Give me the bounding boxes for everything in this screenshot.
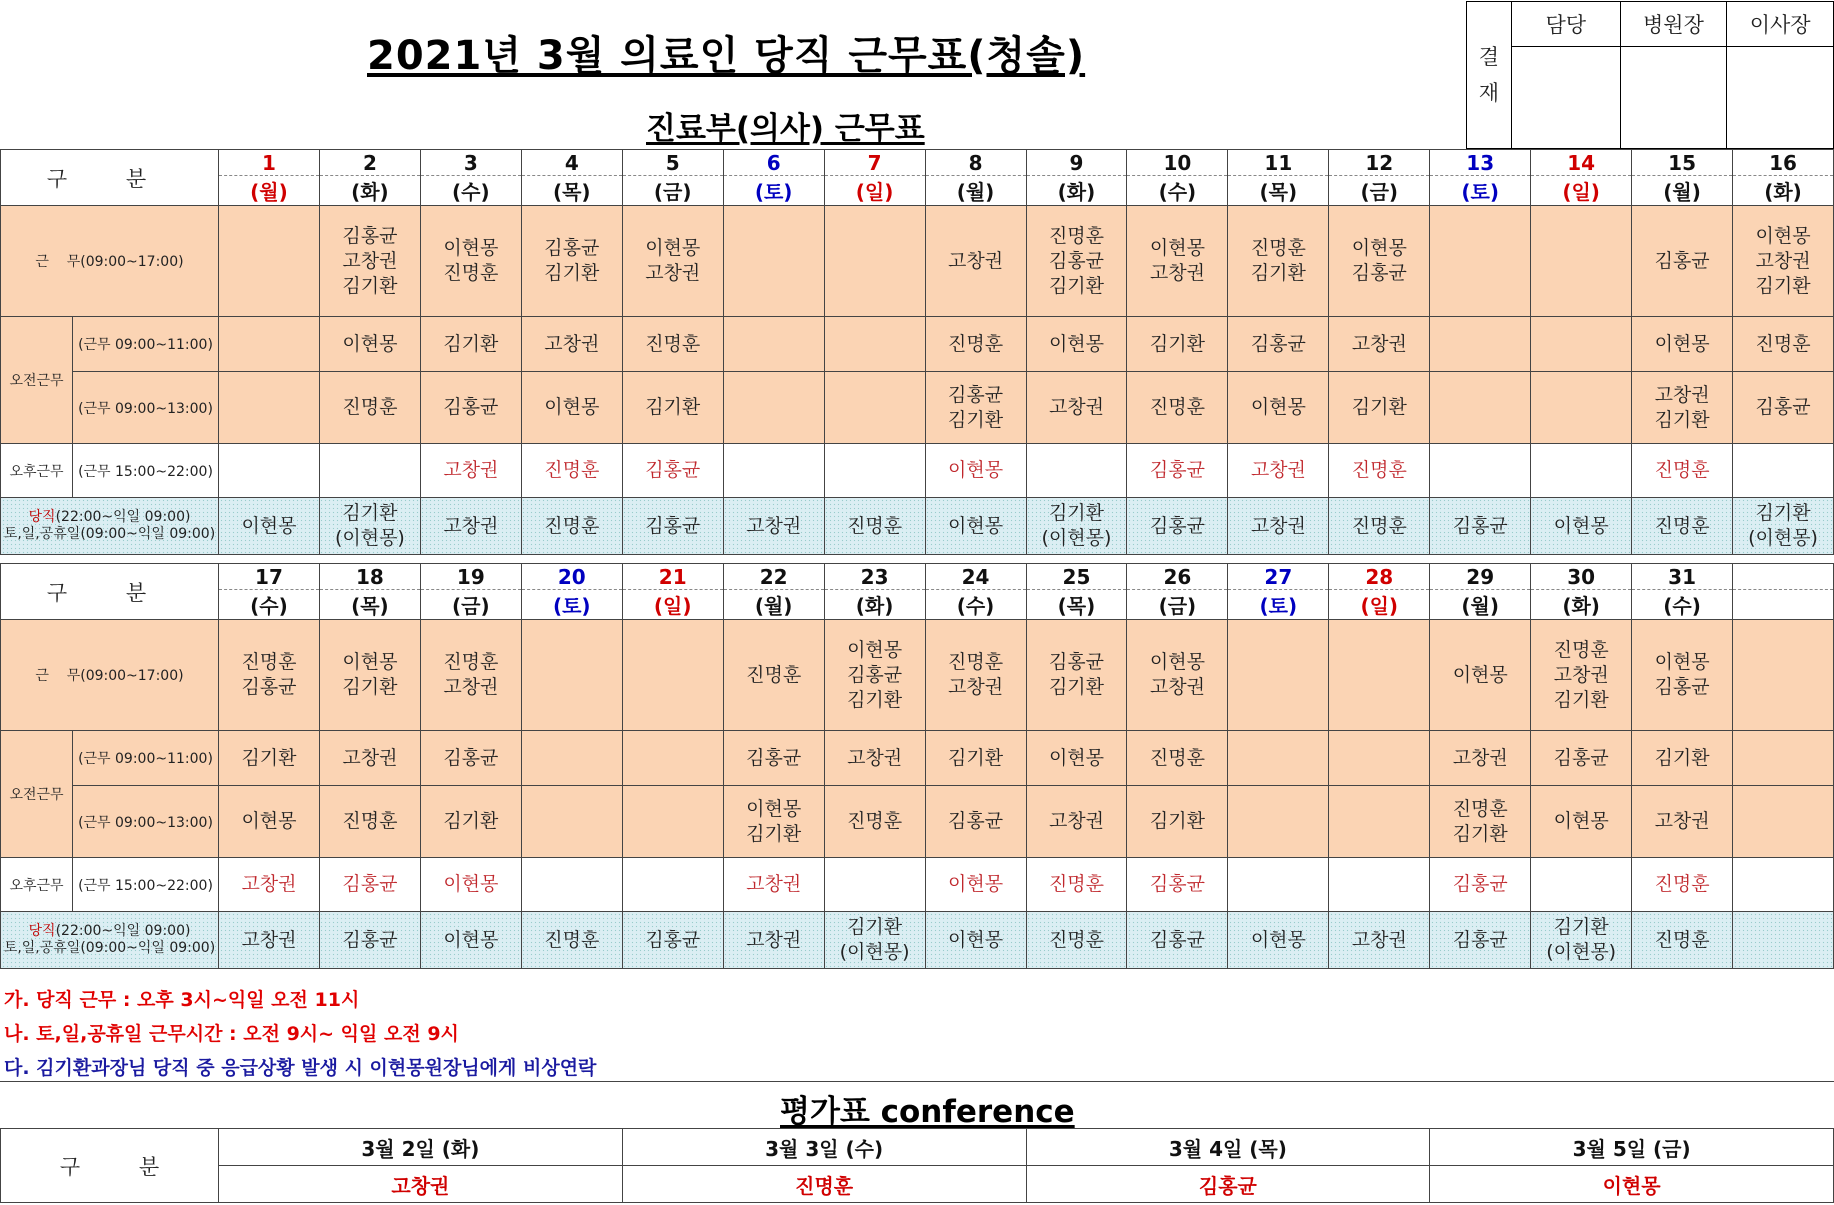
shift-cell-work (521, 620, 622, 731)
shift-cell-am2: 고창권 김기환 (1632, 372, 1733, 444)
approval-sign-chairman[interactable] (1727, 47, 1834, 149)
day-number: 2 (319, 150, 420, 176)
day-number: 24 (925, 564, 1026, 590)
shift-cell-work: 이현몽 (1430, 620, 1531, 731)
shift-cell-work: 이현몽 고창권 김기환 (1733, 206, 1834, 317)
shift-cell-duty: 김홍균 (622, 498, 723, 555)
shift-cell-am2 (521, 786, 622, 858)
shift-cell-am1: 고창권 (1329, 317, 1430, 372)
shift-cell-am1: 이현몽 (1026, 731, 1127, 786)
weekday: (화) (319, 176, 420, 206)
shift-cell-am1: 고창권 (319, 731, 420, 786)
shift-cell-am2: 이현몽 (1228, 372, 1329, 444)
shift-cell-work: 진명훈 고창권 (420, 620, 521, 731)
note-emergency-contact: 다. 김기환과장님 당직 중 응급상황 발생 시 이현몽원장님에게 비상연락 (4, 1057, 597, 1079)
day-number: 25 (1026, 564, 1127, 590)
shift-cell-duty: 이현몽 (925, 912, 1026, 969)
shift-cell-work: 이현몽 고창권 (1127, 206, 1228, 317)
shift-cell-duty: 이현몽 (925, 498, 1026, 555)
shift-cell-pm (1329, 858, 1430, 912)
shift-cell-am2: 이현몽 (1531, 786, 1632, 858)
shift-cell-duty: 고창권 (219, 912, 320, 969)
shift-cell-duty: 김홍균 (1430, 498, 1531, 555)
shift-cell-work (1531, 206, 1632, 317)
shift-cell-am1: 김기환 (219, 731, 320, 786)
shift-cell-duty: 김홍균 (1127, 498, 1228, 555)
weekday: (수) (420, 176, 521, 206)
shift-cell-pm: 진명훈 (521, 444, 622, 498)
day-number: 20 (521, 564, 622, 590)
note-weekend-hours: 나. 토,일,공휴일 근무시간 : 오전 9시~ 익일 오전 9시 (4, 1023, 459, 1045)
shift-cell-duty: 진명훈 (1632, 498, 1733, 555)
shift-cell-am2: 진명훈 (319, 372, 420, 444)
section-subtitle: 진료부(의사) 근무표 (646, 111, 925, 147)
weekday: (목) (319, 590, 420, 620)
day-number: 22 (723, 564, 824, 590)
shift-cell-am2 (723, 372, 824, 444)
shift-cell-pm (319, 444, 420, 498)
shift-cell-duty: 고창권 (1228, 498, 1329, 555)
shift-cell-am1: 이현몽 (1026, 317, 1127, 372)
shift-cell-pm: 이현몽 (420, 858, 521, 912)
shift-cell-pm: 진명훈 (1632, 444, 1733, 498)
weekday: (수) (925, 590, 1026, 620)
weekday: (토) (1228, 590, 1329, 620)
shift-cell-am2: 김홍균 (1733, 372, 1834, 444)
shift-cell-pm (1026, 444, 1127, 498)
day-number: 26 (1127, 564, 1228, 590)
day-number: 19 (420, 564, 521, 590)
day-number: 16 (1733, 150, 1834, 176)
shift-cell-work: 진명훈 (723, 620, 824, 731)
conference-table (0, 1128, 1834, 1203)
shift-cell-am2 (1228, 786, 1329, 858)
shift-cell-am2: 김홍균 (925, 786, 1026, 858)
shift-cell-duty: 김기환 (이현몽) (824, 912, 925, 969)
row-label-am1: (근무 09:00~11:00) (73, 731, 219, 786)
schedule-table-second-half (0, 563, 1834, 969)
shift-cell-am2 (622, 786, 723, 858)
shift-cell-pm: 고창권 (219, 858, 320, 912)
shift-cell-am1: 고창권 (824, 731, 925, 786)
duty-label-weekend: 토,일,공휴일(09:00~익일 09:00) (3, 526, 216, 542)
shift-cell-am2: 이현몽 김기환 (723, 786, 824, 858)
duty-label-title: 당직 (28, 509, 56, 525)
shift-cell-duty: 김홍균 (622, 912, 723, 969)
shift-cell-am1: 김기환 (420, 317, 521, 372)
shift-cell-work (1329, 620, 1430, 731)
shift-cell-am1: 김기환 (1632, 731, 1733, 786)
shift-cell-am2: 진명훈 (319, 786, 420, 858)
shift-cell-pm: 이현몽 (925, 444, 1026, 498)
weekday: (화) (824, 590, 925, 620)
conference-date: 3월 3일 (수) (622, 1129, 1026, 1166)
shift-cell-am2: 김홍균 김기환 (925, 372, 1026, 444)
shift-cell-duty: 고창권 (723, 912, 824, 969)
day-number: 29 (1430, 564, 1531, 590)
shift-cell-pm (521, 858, 622, 912)
shift-cell-duty: 김기환 (이현몽) (1531, 912, 1632, 969)
day-number: 11 (1228, 150, 1329, 176)
shift-cell-duty: 김기환 (이현몽) (1733, 498, 1834, 555)
shift-cell-duty: 김홍균 (1430, 912, 1531, 969)
day-number: 1 (219, 150, 320, 176)
row-label-duty (1, 498, 219, 555)
approval-side-label: 결 재 (1467, 2, 1512, 149)
duty-label-title: 당직 (28, 923, 56, 939)
shift-cell-am2 (1733, 786, 1834, 858)
approval-header-manager: 담당 (1511, 2, 1620, 47)
shift-cell-am1: 진명훈 (1733, 317, 1834, 372)
shift-cell-am1: 김기환 (1127, 317, 1228, 372)
shift-cell-duty: 이현몽 (1531, 498, 1632, 555)
shift-cell-pm (1531, 444, 1632, 498)
weekday: (토) (1430, 176, 1531, 206)
day-number: 21 (622, 564, 723, 590)
weekday: (수) (219, 590, 320, 620)
day-number: 23 (824, 564, 925, 590)
shift-cell-work: 이현몽 김홍균 (1632, 620, 1733, 731)
weekday: (수) (1127, 176, 1228, 206)
conference-gubun: 구 분 (1, 1129, 219, 1203)
shift-cell-am1 (1733, 731, 1834, 786)
shift-cell-duty: 진명훈 (1329, 498, 1430, 555)
shift-cell-work: 이현몽 진명훈 (420, 206, 521, 317)
row-label-work: 근 무(09:00~17:00) (1, 620, 219, 731)
shift-cell-am1: 고창권 (521, 317, 622, 372)
shift-cell-pm (1228, 858, 1329, 912)
shift-cell-pm: 진명훈 (1026, 858, 1127, 912)
shift-cell-pm: 고창권 (723, 858, 824, 912)
shift-cell-duty: 이현몽 (1228, 912, 1329, 969)
approval-box (1466, 1, 1834, 149)
shift-cell-work: 이현몽 고창권 (1127, 620, 1228, 731)
shift-cell-am2: 이현몽 (521, 372, 622, 444)
day-number: 10 (1127, 150, 1228, 176)
day-number: 8 (925, 150, 1026, 176)
shift-cell-am1: 김기환 (925, 731, 1026, 786)
shift-cell-work (1228, 620, 1329, 731)
shift-cell-work: 김홍균 고창권 김기환 (319, 206, 420, 317)
weekday: (금) (1127, 590, 1228, 620)
shift-cell-pm (219, 444, 320, 498)
shift-cell-pm: 고창권 (420, 444, 521, 498)
shift-cell-work (1733, 620, 1834, 731)
shift-cell-am1 (824, 317, 925, 372)
shift-cell-am2: 진명훈 (1127, 372, 1228, 444)
weekday: (금) (1329, 176, 1430, 206)
shift-cell-am2: 김기환 (622, 372, 723, 444)
shift-cell-duty: 이현몽 (420, 912, 521, 969)
conference-presenter: 진명훈 (622, 1166, 1026, 1203)
row-label-am: 오전근무 (1, 317, 73, 444)
shift-cell-duty: 진명훈 (824, 498, 925, 555)
shift-cell-duty: 이현몽 (219, 498, 320, 555)
conference-date: 3월 5일 (금) (1430, 1129, 1834, 1166)
day-number: 13 (1430, 150, 1531, 176)
shift-cell-pm: 진명훈 (1329, 444, 1430, 498)
shift-cell-am1: 고창권 (1430, 731, 1531, 786)
weekday: (목) (1228, 176, 1329, 206)
shift-cell-am1 (521, 731, 622, 786)
conference-title: 평가표 conference (780, 1094, 1075, 1130)
shift-cell-work: 진명훈 김홍균 (219, 620, 320, 731)
shift-cell-work (1430, 206, 1531, 317)
shift-cell-pm: 김홍균 (319, 858, 420, 912)
shift-cell-pm: 김홍균 (1430, 858, 1531, 912)
day-number: 3 (420, 150, 521, 176)
shift-cell-work (622, 620, 723, 731)
shift-cell-duty: 김홍균 (319, 912, 420, 969)
shift-cell-pm (824, 444, 925, 498)
shift-cell-work: 김홍균 (1632, 206, 1733, 317)
shift-cell-work: 김홍균 김기환 (521, 206, 622, 317)
shift-cell-am2: 고창권 (1026, 786, 1127, 858)
row-label-work: 근 무(09:00~17:00) (1, 206, 219, 317)
shift-cell-am2: 진명훈 (824, 786, 925, 858)
weekday: (월) (219, 176, 320, 206)
shift-cell-duty: 진명훈 (1026, 912, 1127, 969)
shift-cell-pm: 이현몽 (925, 858, 1026, 912)
shift-cell-am1 (1329, 731, 1430, 786)
shift-cell-am2 (1430, 372, 1531, 444)
shift-cell-am1: 김홍균 (723, 731, 824, 786)
shift-cell-am2 (219, 372, 320, 444)
row-label-duty (1, 912, 219, 969)
shift-cell-pm: 김홍균 (1127, 444, 1228, 498)
shift-cell-work: 진명훈 김기환 (1228, 206, 1329, 317)
day-number: 12 (1329, 150, 1430, 176)
shift-cell-duty: 진명훈 (521, 912, 622, 969)
shift-cell-work: 이현몽 김기환 (319, 620, 420, 731)
divider (0, 1081, 1834, 1082)
shift-cell-pm (622, 858, 723, 912)
weekday: (일) (622, 590, 723, 620)
weekday: (금) (420, 590, 521, 620)
row-label-am2: (근무 09:00~13:00) (73, 786, 219, 858)
shift-cell-pm: 고창권 (1228, 444, 1329, 498)
shift-cell-pm: 진명훈 (1632, 858, 1733, 912)
weekday: (화) (1026, 176, 1127, 206)
weekday: (화) (1531, 590, 1632, 620)
weekday: (월) (723, 590, 824, 620)
shift-cell-am1: 이현몽 (319, 317, 420, 372)
day-number: 30 (1531, 564, 1632, 590)
shift-cell-am2: 이현몽 (219, 786, 320, 858)
shift-cell-am1 (1430, 317, 1531, 372)
shift-cell-am1: 김홍균 (420, 731, 521, 786)
duty-label-weekend: 토,일,공휴일(09:00~익일 09:00) (3, 940, 216, 956)
shift-cell-am1: 진명훈 (1127, 731, 1228, 786)
shift-cell-duty: 진명훈 (521, 498, 622, 555)
weekday: (토) (521, 590, 622, 620)
weekday: (화) (1733, 176, 1834, 206)
shift-cell-work: 이현몽 김홍균 (1329, 206, 1430, 317)
day-number: 9 (1026, 150, 1127, 176)
conference-presenter: 이현몽 (1430, 1166, 1834, 1203)
shift-cell-am1: 진명훈 (622, 317, 723, 372)
shift-cell-pm (1531, 858, 1632, 912)
shift-cell-work (219, 206, 320, 317)
weekday: (일) (1531, 176, 1632, 206)
row-label-am1: (근무 09:00~11:00) (73, 317, 219, 372)
shift-cell-work: 진명훈 김홍균 김기환 (1026, 206, 1127, 317)
gubun-label: 구 분 (1, 564, 219, 620)
day-number: 7 (824, 150, 925, 176)
weekday: (월) (925, 176, 1026, 206)
shift-cell-duty: 고창권 (723, 498, 824, 555)
shift-cell-am2: 김기환 (1329, 372, 1430, 444)
shift-cell-pm: 김홍균 (622, 444, 723, 498)
shift-cell-am2: 고창권 (1632, 786, 1733, 858)
duty-label-hours: (22:00~익일 09:00) (55, 923, 191, 939)
row-label-pm: 오후근무 (1, 858, 73, 912)
row-label-pm1: (근무 15:00~22:00) (73, 444, 219, 498)
day-number: 6 (723, 150, 824, 176)
shift-cell-am2 (1329, 786, 1430, 858)
shift-cell-am2 (824, 372, 925, 444)
approval-sign-manager[interactable] (1511, 47, 1620, 149)
day-number: 4 (521, 150, 622, 176)
shift-cell-am1 (1228, 731, 1329, 786)
day-number (1733, 564, 1834, 590)
day-number: 5 (622, 150, 723, 176)
shift-cell-am1: 진명훈 (925, 317, 1026, 372)
weekday: (수) (1632, 590, 1733, 620)
shift-cell-pm (1733, 858, 1834, 912)
shift-cell-work: 김홍균 김기환 (1026, 620, 1127, 731)
shift-cell-am2: 김홍균 (420, 372, 521, 444)
approval-sign-director[interactable] (1620, 47, 1727, 149)
weekday: (일) (1329, 590, 1430, 620)
shift-cell-duty: 김기환 (이현몽) (319, 498, 420, 555)
shift-cell-duty: 고창권 (1329, 912, 1430, 969)
shift-cell-pm (1430, 444, 1531, 498)
conference-date: 3월 2일 (화) (219, 1129, 623, 1166)
shift-cell-work: 진명훈 고창권 (925, 620, 1026, 731)
shift-cell-am1 (723, 317, 824, 372)
shift-cell-am1 (622, 731, 723, 786)
day-number: 27 (1228, 564, 1329, 590)
day-number: 17 (219, 564, 320, 590)
shift-cell-pm (723, 444, 824, 498)
shift-cell-work: 이현몽 김홍균 김기환 (824, 620, 925, 731)
schedule-table-first-half (0, 149, 1834, 555)
row-label-am: 오전근무 (1, 731, 73, 858)
shift-cell-pm (1733, 444, 1834, 498)
day-number: 14 (1531, 150, 1632, 176)
conference-presenter: 고창권 (219, 1166, 623, 1203)
weekday: (목) (521, 176, 622, 206)
day-number: 31 (1632, 564, 1733, 590)
day-number: 28 (1329, 564, 1430, 590)
row-label-pm1: (근무 15:00~22:00) (73, 858, 219, 912)
shift-cell-work: 이현몽 고창권 (622, 206, 723, 317)
shift-cell-am1: 이현몽 (1632, 317, 1733, 372)
shift-cell-pm (824, 858, 925, 912)
conference-presenter: 김홍균 (1026, 1166, 1430, 1203)
shift-cell-work: 진명훈 고창권 김기환 (1531, 620, 1632, 731)
page-title: 2021년 3월 의료인 당직 근무표(청솔) (367, 33, 1086, 79)
shift-cell-am2: 고창권 (1026, 372, 1127, 444)
weekday: (목) (1026, 590, 1127, 620)
weekday: (월) (1632, 176, 1733, 206)
shift-cell-pm: 김홍균 (1127, 858, 1228, 912)
row-label-pm: 오후근무 (1, 444, 73, 498)
row-label-am2: (근무 09:00~13:00) (73, 372, 219, 444)
weekday: (일) (824, 176, 925, 206)
approval-header-director: 병원장 (1620, 2, 1727, 47)
shift-cell-work (824, 206, 925, 317)
shift-cell-duty: 김기환 (이현몽) (1026, 498, 1127, 555)
shift-cell-duty: 김홍균 (1127, 912, 1228, 969)
weekday: (금) (622, 176, 723, 206)
shift-cell-am2 (1531, 372, 1632, 444)
shift-cell-am2: 김기환 (1127, 786, 1228, 858)
weekday: (월) (1430, 590, 1531, 620)
shift-cell-duty: 진명훈 (1632, 912, 1733, 969)
day-number: 18 (319, 564, 420, 590)
shift-cell-am1: 김홍균 (1228, 317, 1329, 372)
gubun-label: 구 분 (1, 150, 219, 206)
conference-date: 3월 4일 (목) (1026, 1129, 1430, 1166)
weekday: (토) (723, 176, 824, 206)
note-duty-hours: 가. 당직 근무 : 오후 3시~익일 오전 11시 (4, 989, 360, 1011)
duty-label-hours: (22:00~익일 09:00) (55, 509, 191, 525)
shift-cell-work: 고창권 (925, 206, 1026, 317)
shift-cell-duty: 고창권 (420, 498, 521, 555)
shift-cell-am2: 김기환 (420, 786, 521, 858)
shift-cell-am1 (219, 317, 320, 372)
weekday (1733, 590, 1834, 620)
shift-cell-am2: 진명훈 김기환 (1430, 786, 1531, 858)
approval-header-chairman: 이사장 (1727, 2, 1834, 47)
shift-cell-am1 (1531, 317, 1632, 372)
shift-cell-work (723, 206, 824, 317)
day-number: 15 (1632, 150, 1733, 176)
shift-cell-am1: 김홍균 (1531, 731, 1632, 786)
shift-cell-duty (1733, 912, 1834, 969)
